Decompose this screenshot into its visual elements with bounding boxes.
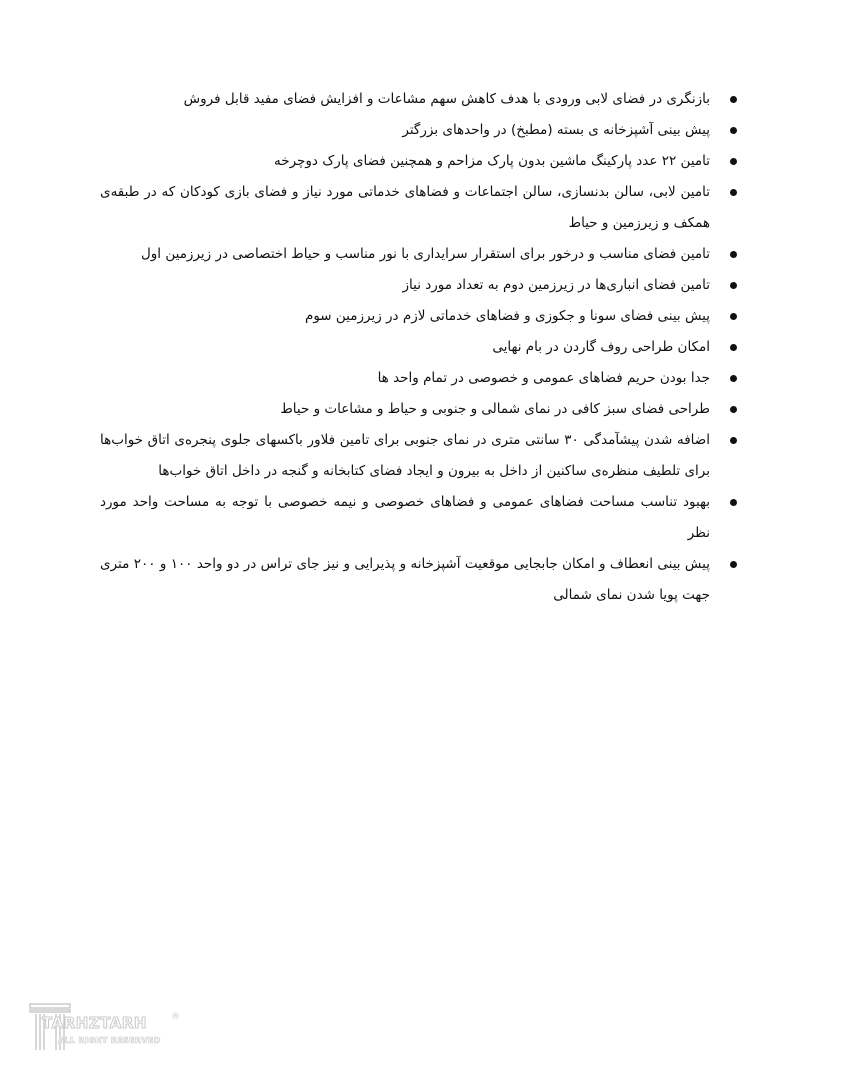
list-item xyxy=(100,549,740,611)
list-item-text: پیش بینی آشپزخانه ی بسته (مطبخ) در واحدهای بزرگتر xyxy=(402,122,710,138)
list-item-text: تامین فضای مناسب و درخور برای استقرار سرایداری با نور مناسب و حیاط اختصاصی در زیرزمین اول xyxy=(140,246,710,262)
bullet-icon xyxy=(730,561,737,568)
list-item xyxy=(100,332,740,363)
list-item-text: پیش بینی انعطاف و امکان جابجایی موقعیت آشپزخانه و پذیرایی و نیز جای تراس در دو واحد ۱۰۰ و ۲۰۰ متری جهت پویا شدن نمای شمالی xyxy=(100,556,710,603)
bullet-icon xyxy=(730,127,737,134)
bullet-icon xyxy=(730,189,737,196)
list-item xyxy=(100,487,740,549)
watermark-brand: TARHZTARH xyxy=(42,1014,147,1032)
bullet-icon xyxy=(730,158,737,165)
list-item xyxy=(100,146,740,177)
list-item-text: پیش بینی فضای سونا و جکوزی و فضاهای خدماتی لازم در زیرزمین سوم xyxy=(304,308,710,324)
list-item xyxy=(100,177,740,239)
bullet-icon xyxy=(730,96,737,103)
bullet-icon xyxy=(730,282,737,289)
bullet-list xyxy=(100,84,740,611)
registered-mark: ® xyxy=(171,1012,180,1022)
list-item-text: امکان طراحی روف گاردن در بام نهایی xyxy=(492,339,710,355)
list-item-text: بهبود تناسب مساحت فضاهای عمومی و فضاهای خصوصی و نیمه خصوصی با توجه به مساحت واحد مورد نظر xyxy=(100,494,710,541)
watermark-tagline: ALL RIGHT RESERVED xyxy=(58,1036,161,1045)
bullet-icon xyxy=(730,499,737,506)
list-item xyxy=(100,239,740,270)
list-item xyxy=(100,84,740,115)
list-item xyxy=(100,115,740,146)
list-item-text: طراحی فضای سبز کافی در نمای شمالی و جنوبی و حیاط و مشاعات و حیاط xyxy=(280,401,710,417)
list-item-text: تامین فضای انباری‌ها در زیرزمین دوم به تعداد مورد نیاز xyxy=(402,277,710,293)
list-item xyxy=(100,363,740,394)
bullet-icon xyxy=(730,375,737,382)
list-item-text: تامین ۲۲ عدد پارکینگ ماشین بدون پارک مزاحم و همچنین فضای پارک دوچرخه xyxy=(274,153,710,169)
list-item-text: بازنگری در فضای لابی ورودی با هدف کاهش سهم مشاعات و افزایش فضای مفید قابل فروش xyxy=(183,91,710,107)
list-item xyxy=(100,425,740,487)
watermark-logo xyxy=(28,1002,188,1054)
list-item xyxy=(100,394,740,425)
list-item xyxy=(100,301,740,332)
list-item-text: تامین لابی، سالن بدنسازی، سالن اجتماعات و فضاهای خدماتی مورد نیاز و فضای بازی کودکان که در طبقه‌ی همکف و زیرزمین و حیاط xyxy=(100,184,710,231)
bullet-icon xyxy=(730,406,737,413)
bullet-icon xyxy=(730,344,737,351)
bullet-icon xyxy=(730,313,737,320)
list-item xyxy=(100,270,740,301)
bullet-icon xyxy=(730,437,737,444)
bullet-icon xyxy=(730,251,737,258)
list-item-text: جدا بودن حریم فضاهای عمومی و خصوصی در تمام واحد ها xyxy=(377,370,710,386)
list-item-text: اضافه شدن پیشآمدگی ۳۰ سانتی متری در نمای جنوبی برای تامین فلاور باکسهای جلوی پنجره‌ی اتاق خواب‌ها برای تلطیف منظره‌ی ساکنین از داخل به بیرون و ایجاد فضای کتابخانه و گنجه در داخل اتاق خواب‌ها xyxy=(100,432,710,479)
